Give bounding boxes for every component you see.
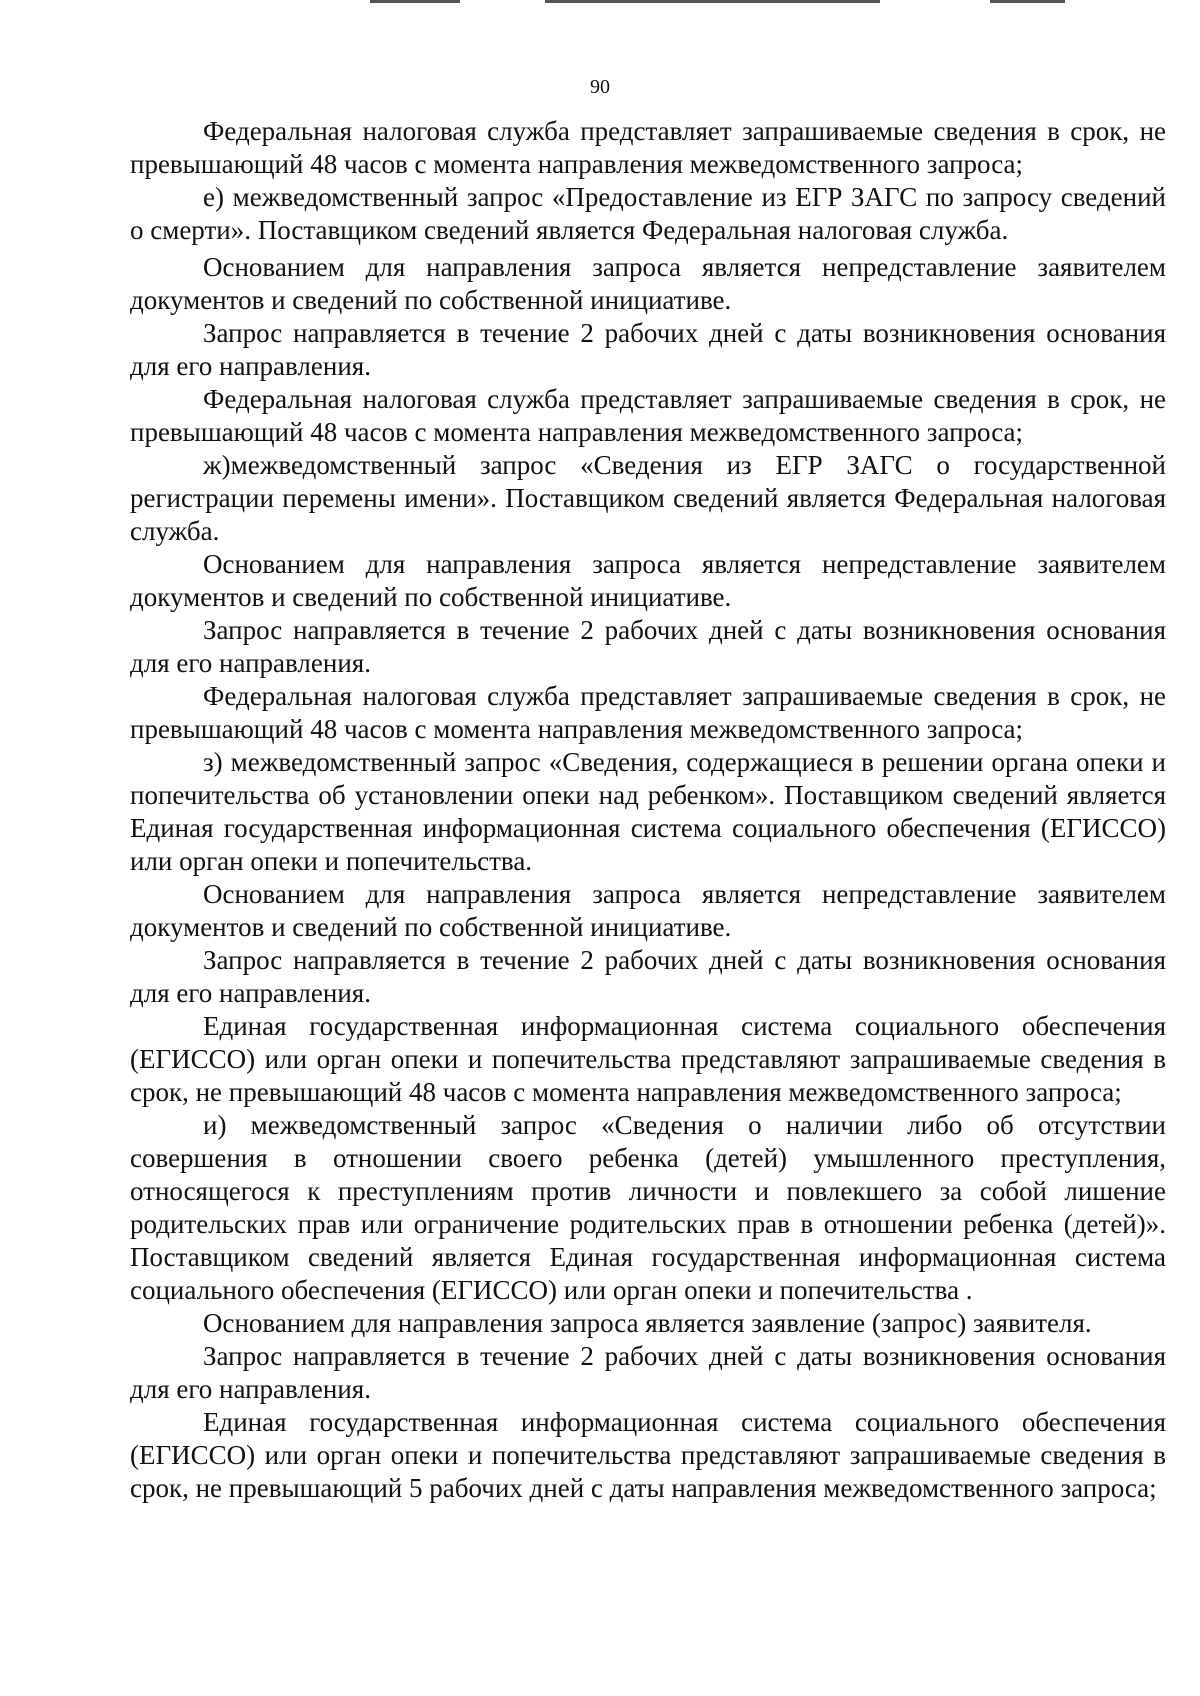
paragraph: Основанием для направления запроса является непредставление заявителем документов и сведений по собственной инициативе.: [130, 549, 1166, 612]
paragraph: Единая государственная информационная система социального обеспечения (ЕГИССО) или орган опеки и попечительства представляют запрашиваемые сведения в срок, не превышающий 5 рабочих дней с даты направления межведомственного запроса;: [130, 1407, 1166, 1503]
paragraph: Запрос направляется в течение 2 рабочих дней с даты возникновения основания для его направления.: [130, 945, 1166, 1008]
paragraph: и) межведомственный запрос «Сведения о наличии либо об отсутствии совершения в отношении своего ребенка (детей) умышленного преступления, относящегося к преступлениям против личности и повлекшего за собой лишение родительских прав или ограничение родительских прав в отношении ребенка (детей)». Поставщиком сведений является Единая государственная информационная система социального обеспечения (ЕГИССО) или орган опеки и попечительства .: [130, 1110, 1166, 1305]
paragraph: Основанием для направления запроса является заявление (запрос) заявителя.: [203, 1308, 1092, 1338]
paragraph: Основанием для направления запроса является непредставление заявителем документов и сведений по собственной инициативе.: [130, 252, 1166, 315]
paragraph: е) межведомственный запрос «Предоставление из ЕГР ЗАГС по запросу сведений о смерти». Поставщиком сведений является Федеральная налоговая служба.: [130, 182, 1166, 245]
document-body: [130, 115, 1166, 1505]
paragraph: Запрос направляется в течение 2 рабочих дней с даты возникновения основания для его направления.: [130, 1341, 1166, 1404]
paragraph: Основанием для направления запроса является непредставление заявителем документов и сведений по собственной инициативе.: [130, 879, 1166, 942]
paragraph: Федеральная налоговая служба представляет запрашиваемые сведения в срок, не превышающий 48 часов с момента направления межведомственного запроса;: [130, 116, 1166, 179]
paragraph: ж)межведомственный запрос «Сведения из ЕГР ЗАГС о государственной регистрации перемены имени». Поставщиком сведений является Федеральная налоговая служба.: [130, 450, 1166, 546]
paragraph: Единая государственная информационная система социального обеспечения (ЕГИССО) или орган опеки и попечительства представляют запрашиваемые сведения в срок, не превышающий 48 часов с момента направления межведомственного запроса;: [130, 1011, 1166, 1107]
paragraph: Запрос направляется в течение 2 рабочих дней с даты возникновения основания для его направления.: [130, 318, 1166, 381]
scan-edge-artifact: [0, 0, 1200, 6]
paragraph: з) межведомственный запрос «Сведения, содержащиеся в решении органа опеки и попечительства об установлении опеки над ребенком». Поставщиком сведений является Единая государственная информационная система социального обеспечения (ЕГИССО) или орган опеки и попечительства.: [130, 747, 1166, 876]
paragraph: Федеральная налоговая служба представляет запрашиваемые сведения в срок, не превышающий 48 часов с момента направления межведомственного запроса;: [130, 681, 1166, 744]
paragraph: Федеральная налоговая служба представляет запрашиваемые сведения в срок, не превышающий 48 часов с момента направления межведомственного запроса;: [130, 384, 1166, 447]
paragraph: Запрос направляется в течение 2 рабочих дней с даты возникновения основания для его направления.: [130, 615, 1166, 678]
page-number: 90: [590, 76, 610, 98]
